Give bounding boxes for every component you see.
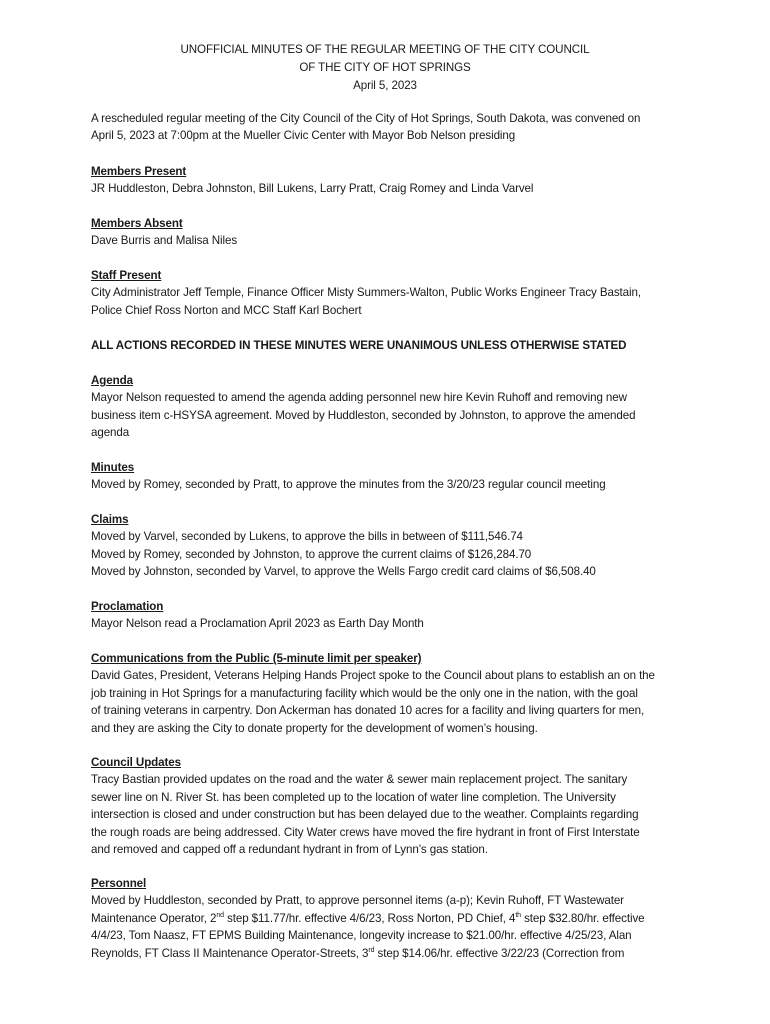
staff-present-section — [91, 267, 731, 319]
proclamation-line: Mayor Nelson read a Proclamation April 2023 as Earth Day Month — [91, 617, 424, 631]
personnel-line: Moved by Huddleston, seconded by Pratt, to approve personnel items (a-p); Kevin Ruhoff, FT Wastewater — [91, 894, 624, 908]
intro-paragraph — [91, 110, 731, 145]
communications-line: of training veterans in carpentry. Don Ackerman has donated 10 acres for a facility and living quarters for men, — [91, 704, 645, 718]
document-subtitle: OF THE CITY OF HOT SPRINGS — [299, 61, 471, 74]
members-absent-list: Dave Burris and Malisa Niles — [91, 234, 238, 248]
section-heading: Claims — [91, 513, 129, 526]
section-heading: Agenda — [91, 374, 133, 387]
agenda-line: agenda — [91, 426, 130, 440]
ordinal-suffix: rd — [368, 946, 375, 954]
claims-line: Moved by Johnston, seconded by Varvel, to approve the Wells Fargo credit card claims of $6,508.40 — [91, 565, 596, 579]
section-heading: Members Present — [91, 165, 187, 178]
personnel-text: Maintenance Operator, 2 — [91, 911, 217, 925]
council-updates-line: Tracy Bastian provided updates on the road and the water & sewer main replacement project. The sanitary — [91, 773, 628, 787]
communications-line: job training in Hot Springs for a manufacturing facility which would be the only one in the nation, with the goal — [91, 686, 638, 700]
intro-line: April 5, 2023 at 7:00pm at the Mueller Civic Center with Mayor Bob Nelson presiding — [91, 129, 516, 143]
document-title: UNOFFICIAL MINUTES OF THE REGULAR MEETING OF THE CITY COUNCIL — [180, 43, 590, 56]
ordinal-suffix: th — [515, 911, 521, 919]
claims-line: Moved by Varvel, seconded by Lukens, to approve the bills in between of $111,546.74 — [91, 530, 523, 544]
section-heading: Council Updates — [91, 756, 181, 769]
staff-present-line: Police Chief Ross Norton and MCC Staff Karl Bochert — [91, 303, 362, 317]
personnel-text: step $32.80/hr. effective — [520, 911, 645, 925]
ordinal-suffix: nd — [216, 911, 224, 919]
section-heading: Communications from the Public (5-minute limit per speaker) — [91, 652, 422, 665]
council-updates-line: the rough roads are being addressed. City Water crews have moved the fire hydrant in front of First Interstate — [91, 825, 640, 839]
agenda-line: Mayor Nelson requested to amend the agenda adding personnel new hire Kevin Ruhoff and removing new — [91, 391, 627, 405]
members-absent-section — [91, 215, 731, 250]
personnel-line — [91, 910, 731, 927]
section-heading: Personnel — [91, 877, 147, 890]
personnel-text: step $11.77/hr. effective 4/6/23, Ross Norton, PD Chief, 4 — [223, 911, 516, 925]
council-updates-line: and removed and capped off a redundant hydrant in from of Lynn’s gas station. — [91, 843, 488, 857]
council-updates-section — [91, 754, 731, 858]
section-heading: Staff Present — [91, 269, 162, 282]
staff-present-line: City Administrator Jeff Temple, Finance Officer Misty Summers-Walton, Public Works Engineer Tracy Bastain, — [91, 286, 641, 300]
personnel-text: Reynolds, FT Class II Maintenance Operator-Streets, 3 — [91, 946, 369, 960]
personnel-text: step $14.06/hr. effective 3/22/23 (Correction from — [374, 946, 625, 960]
minutes-line: Moved by Romey, seconded by Pratt, to approve the minutes from the 3/20/23 regular council meeting — [91, 478, 606, 492]
members-present-list: JR Huddleston, Debra Johnston, Bill Lukens, Larry Pratt, Craig Romey and Linda Varvel — [91, 182, 534, 196]
communications-line: and they are asking the City to donate property for the development of women’s housing. — [91, 721, 538, 735]
agenda-line: business item c-HSYSA agreement. Moved by Huddleston, seconded by Johnston, to approve the amended — [91, 408, 636, 422]
personnel-line: 4/4/23, Tom Naasz, FT EPMS Building Maintenance, longevity increase to $21.00/hr. effective 4/25/23, Alan — [91, 929, 632, 943]
minutes-section — [91, 459, 731, 494]
proclamation-section — [91, 598, 731, 633]
members-present-section — [91, 163, 731, 198]
section-heading: Minutes — [91, 461, 135, 474]
council-updates-line: intersection is closed and under construction but has been delayed due to the weather. Complaints regarding — [91, 808, 639, 822]
council-updates-line: sewer line on N. River St. has been completed up to the location of water line completion. The University — [91, 790, 616, 804]
communications-line: David Gates, President, Veterans Helping Hands Project spoke to the Council about plans to establish an on the — [91, 669, 655, 683]
claims-line: Moved by Romey, seconded by Johnston, to approve the current claims of $126,284.70 — [91, 547, 532, 561]
personnel-line — [91, 945, 731, 962]
section-heading: Proclamation — [91, 600, 164, 613]
meeting-date: April 5, 2023 — [353, 79, 417, 92]
unanimous-notice: ALL ACTIONS RECORDED IN THESE MINUTES WERE UNANIMOUS UNLESS OTHERWISE STATED — [91, 339, 627, 352]
personnel-section — [91, 875, 731, 962]
section-heading: Members Absent — [91, 217, 183, 230]
intro-line: A rescheduled regular meeting of the City Council of the City of Hot Springs, South Dakota, was convened on — [91, 112, 641, 125]
claims-section — [91, 511, 731, 581]
agenda-section — [91, 372, 731, 442]
communications-section — [91, 650, 731, 737]
